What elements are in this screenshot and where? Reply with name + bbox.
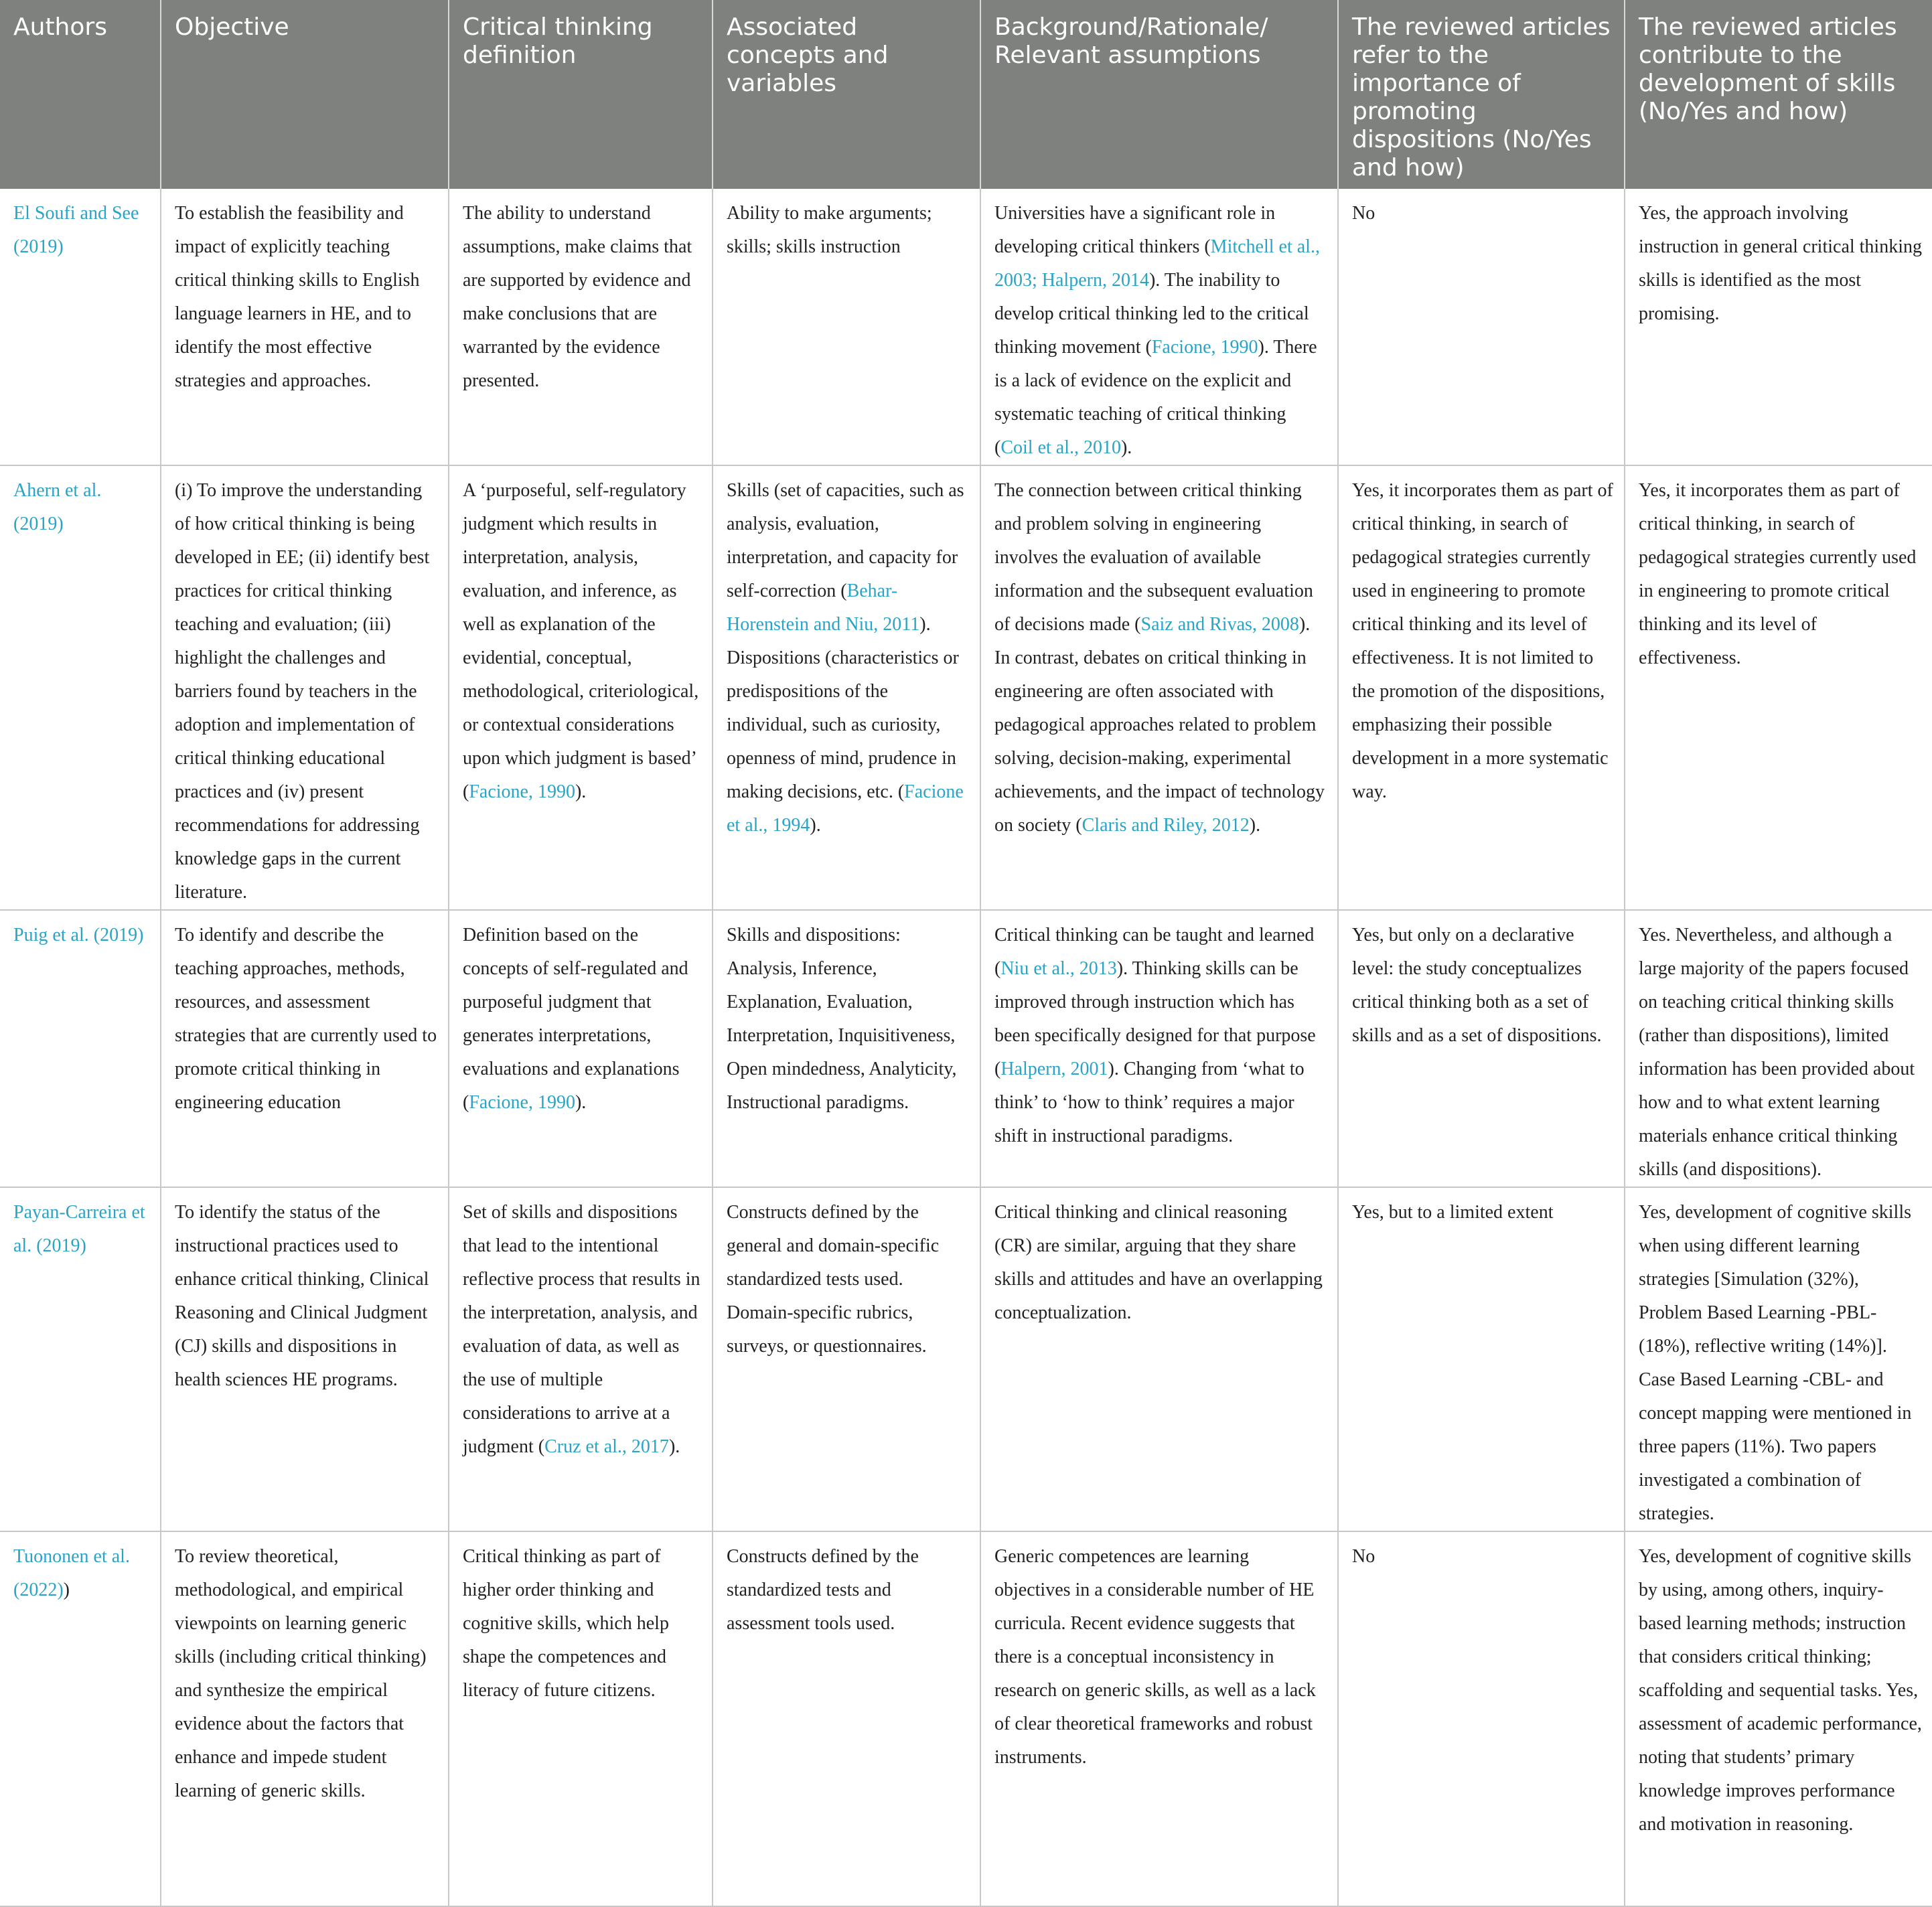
cell-text: ).	[810, 815, 821, 836]
table-body	[0, 189, 1932, 1906]
cell-text: ).	[1120, 437, 1132, 458]
cell-text: Set of skills and dispositions that lead to the intentional reflective process that results in the interpretation, analysis, and evaluation of data, as well as the use of multiple considerations to arrive at a judgment (	[463, 1202, 700, 1457]
cell-dispositions	[1338, 465, 1625, 910]
citation-link[interactable]: Mitchell et al., 2003; Halpern, 2014	[994, 236, 1320, 291]
citation-link[interactable]: Facione, 1990	[469, 1092, 575, 1113]
cell-text: ). There is a lack of evidence on the explicit and systematic teaching of critical thinking (	[994, 337, 1317, 458]
cell-background	[980, 910, 1338, 1187]
cell-text: To identify and describe the teaching approaches, methods, resources, and assessment strategies that are currently used to promote critical thinking in engineering education	[175, 925, 437, 1113]
cell-definition	[449, 189, 713, 465]
header-objective: Objective	[161, 0, 449, 189]
cell-text: Yes, the approach involving instruction in general critical thinking skills is identified as the most promising.	[1639, 203, 1922, 324]
cell-authors	[0, 910, 161, 1187]
header-background: Background/Rationale/ Relevant assumptions	[980, 0, 1338, 189]
cell-text: Constructs defined by the standardized tests and assessment tools used.	[727, 1546, 919, 1634]
cell-text: Yes, development of cognitive skills when using different learning strategies [Simulation (32%), Problem Based Learning -PBL- (18%), reflective writing (14%)]. Case Based Learning -CBL- and concept mapping were mentioned in three papers (11%). Two papers investigated a combination of strategies.	[1639, 1202, 1912, 1524]
cell-skills	[1625, 465, 1932, 910]
cell-text: Ability to make arguments; skills; skills instruction	[727, 203, 932, 257]
cell-text: Yes, but to a limited extent	[1352, 1202, 1554, 1223]
citation-link[interactable]: Facione, 1990	[1151, 337, 1258, 358]
header-dispositions: The reviewed articles refer to the importance of promoting dispositions (No/Yes and how)	[1338, 0, 1625, 189]
cell-definition	[449, 910, 713, 1187]
header-concepts: Associated concepts and variables	[713, 0, 980, 189]
citation-link[interactable]: Saiz and Rivas, 2008	[1140, 614, 1299, 635]
cell-definition	[449, 1187, 713, 1531]
cell-text: ).	[668, 1436, 680, 1457]
cell-background	[980, 189, 1338, 465]
table-row	[0, 910, 1932, 1187]
cell-text: No	[1352, 203, 1376, 224]
table-row	[0, 465, 1932, 910]
cell-text: A ‘purposeful, self-regulatory judgment which results in interpretation, analysis, evaluation, and inference, as well as explanation of the evidential, conceptual, methodological, criteriological, or contextual considerations upon which judgment is based’ (	[463, 480, 699, 802]
cell-text: To review theoretical, methodological, and empirical viewpoints on learning generic skills (including critical thinking) and synthesize the empirical evidence about the factors that enhance and impede student learning of generic skills.	[175, 1546, 427, 1801]
cell-text: ). Changing from ‘what to think’ to ‘how to think’ requires a major shift in instructional paradigms.	[994, 1059, 1305, 1146]
cell-concepts	[713, 910, 980, 1187]
cell-text: ). The inability to develop critical thinking led to the critical thinking movement (	[994, 270, 1309, 358]
cell-background	[980, 1531, 1338, 1906]
header-definition: Critical thinking definition	[449, 0, 713, 189]
cell-background	[980, 1187, 1338, 1531]
cell-concepts	[713, 189, 980, 465]
cell-definition	[449, 1531, 713, 1906]
cell-concepts	[713, 1531, 980, 1906]
cell-text: ).	[575, 1092, 587, 1113]
cell-text: The connection between critical thinking and problem solving in engineering involves the evaluation of available information and the subsequent evaluation of decisions made (	[994, 480, 1313, 635]
cell-text: Skills and dispositions: Analysis, Inference, Explanation, Evaluation, Interpretation, Inquisitiveness, Open mindedness, Analyticity, Instructional paradigms.	[727, 925, 957, 1113]
citation-link[interactable]: Claris and Riley, 2012	[1082, 815, 1250, 836]
table-row	[0, 189, 1932, 465]
cell-skills	[1625, 1187, 1932, 1531]
cell-text: Critical thinking as part of higher order thinking and cognitive skills, which help shape the competences and literacy of future citizens.	[463, 1546, 669, 1701]
cell-text: Critical thinking can be taught and learned (	[994, 925, 1315, 979]
cell-concepts	[713, 1187, 980, 1531]
cell-objective	[161, 1187, 449, 1531]
citation-link[interactable]: Halpern, 2001	[1000, 1059, 1108, 1079]
cell-text: ). Dispositions (characteristics or predispositions of the individual, such as curiosity, openness of mind, prudence in making decisions, etc. (	[727, 614, 959, 802]
table-row	[0, 1531, 1932, 1906]
citation-link[interactable]: Ahern et al. (2019)	[13, 480, 102, 534]
cell-text: Yes, development of cognitive skills by using, among others, inquiry-based learning methods; instruction that considers critical thinking; scaffolding and sequential tasks. Yes, assessment of academic performance, noting that students’ primary knowledge improves performance and motivation in reasoning.	[1639, 1546, 1922, 1835]
cell-text: Yes. Nevertheless, and although a large majority of the papers focused on teaching critical thinking skills (rather than dispositions), limited information has been provided about how and to what extent learning materials enhance critical thinking skills (and dispositions).	[1639, 925, 1915, 1180]
citation-link[interactable]: Behar-Horenstein and Niu, 2011	[727, 581, 920, 635]
header-skills: The reviewed articles contribute to the development of skills (No/Yes and how)	[1625, 0, 1932, 189]
citation-link[interactable]: Tuononen et al. (2022)	[13, 1546, 130, 1600]
citation-link[interactable]: El Soufi and See (2019)	[13, 203, 139, 257]
cell-skills	[1625, 1531, 1932, 1906]
cell-objective	[161, 189, 449, 465]
cell-text: ).	[575, 781, 587, 802]
citation-link[interactable]: Coil et al., 2010	[1000, 437, 1121, 458]
cell-text: ).	[1249, 815, 1261, 836]
cell-text: Universities have a significant role in developing critical thinkers (	[994, 203, 1276, 257]
cell-objective	[161, 465, 449, 910]
table-header-row	[0, 0, 1932, 189]
cell-background	[980, 465, 1338, 910]
cell-text: Definition based on the concepts of self-regulated and purposeful judgment that generates interpretations, evaluations and explanations (	[463, 925, 688, 1113]
cell-dispositions	[1338, 1187, 1625, 1531]
citation-link[interactable]: Facione et al., 1994	[727, 781, 964, 836]
cell-authors	[0, 1187, 161, 1531]
citation-link[interactable]: Niu et al., 2013	[1000, 958, 1117, 979]
cell-text: No	[1352, 1546, 1376, 1567]
cell-text: Skills (set of capacities, such as analysis, evaluation, interpretation, and capacity for self-correction (	[727, 480, 964, 601]
header-authors: Authors	[0, 0, 161, 189]
cell-text: Yes, it incorporates them as part of critical thinking, in search of pedagogical strategies currently used in engineering to promote critical thinking and its level of effectiveness.	[1639, 480, 1917, 668]
cell-text: Constructs defined by the general and domain-specific standardized tests used. Domain-specific rubrics, surveys, or questionnaires.	[727, 1202, 940, 1357]
cell-text: The ability to understand assumptions, make claims that are supported by evidence and make conclusions that are warranted by the evidence presented.	[463, 203, 692, 391]
cell-text: ). In contrast, debates on critical thinking in engineering are often associated with pedagogical approaches related to problem solving, decision-making, experimental achievements, and the impact of technology on society (	[994, 614, 1325, 836]
citation-link[interactable]: Cruz et al., 2017	[544, 1436, 669, 1457]
cell-dispositions	[1338, 910, 1625, 1187]
table-row	[0, 1187, 1932, 1531]
cell-text: To establish the feasibility and impact of explicitly teaching critical thinking skills to English language learners in HE, and to identify the most effective strategies and approaches.	[175, 203, 420, 391]
cell-text: (i) To improve the understanding of how critical thinking is being developed in EE; (ii) identify best practices for critical thinking teaching and evaluation; (iii) highlight the challenges and barriers found by teachers in the adoption and implementation of critical thinking educational practices and (iv) present recommendations for addressing knowledge gaps in the current literature.	[175, 480, 430, 903]
cell-text: ). Thinking skills can be improved through instruction which has been specifically designed for that purpose (	[994, 958, 1316, 1079]
cell-objective	[161, 910, 449, 1187]
citation-link[interactable]: Puig et al. (2019)	[13, 925, 144, 945]
cell-authors	[0, 189, 161, 465]
cell-text: )	[63, 1580, 70, 1600]
cell-skills	[1625, 189, 1932, 465]
cell-skills	[1625, 910, 1932, 1187]
cell-authors	[0, 465, 161, 910]
cell-concepts	[713, 465, 980, 910]
cell-dispositions	[1338, 189, 1625, 465]
cell-authors	[0, 1531, 161, 1906]
citation-link[interactable]: Payan-Carreira et al. (2019)	[13, 1202, 145, 1256]
cell-definition	[449, 465, 713, 910]
cell-text: Yes, it incorporates them as part of critical thinking, in search of pedagogical strategies currently used in engineering to promote critical thinking and its level of effectiveness. It is not limited to the promotion of the dispositions, emphasizing their possible development in a more systematic way.	[1352, 480, 1613, 802]
citation-link[interactable]: Facione, 1990	[469, 781, 575, 802]
cell-objective	[161, 1531, 449, 1906]
cell-text: Generic competences are learning objectives in a considerable number of HE curricula. Recent evidence suggests that there is a conceptual inconsistency in research on generic skills, as well as a lack of clear theoretical frameworks and robust instruments.	[994, 1546, 1316, 1768]
cell-text: Critical thinking and clinical reasoning (CR) are similar, arguing that they share skills and attitudes and have an overlapping conceptualization.	[994, 1202, 1323, 1323]
cell-dispositions	[1338, 1531, 1625, 1906]
cell-text: To identify the status of the instructional practices used to enhance critical thinking, Clinical Reasoning and Clinical Judgment (CJ) skills and dispositions in health sciences HE programs.	[175, 1202, 429, 1390]
cell-text: Yes, but only on a declarative level: the study conceptualizes critical thinking both as a set of skills and as a set of dispositions.	[1352, 925, 1602, 1046]
